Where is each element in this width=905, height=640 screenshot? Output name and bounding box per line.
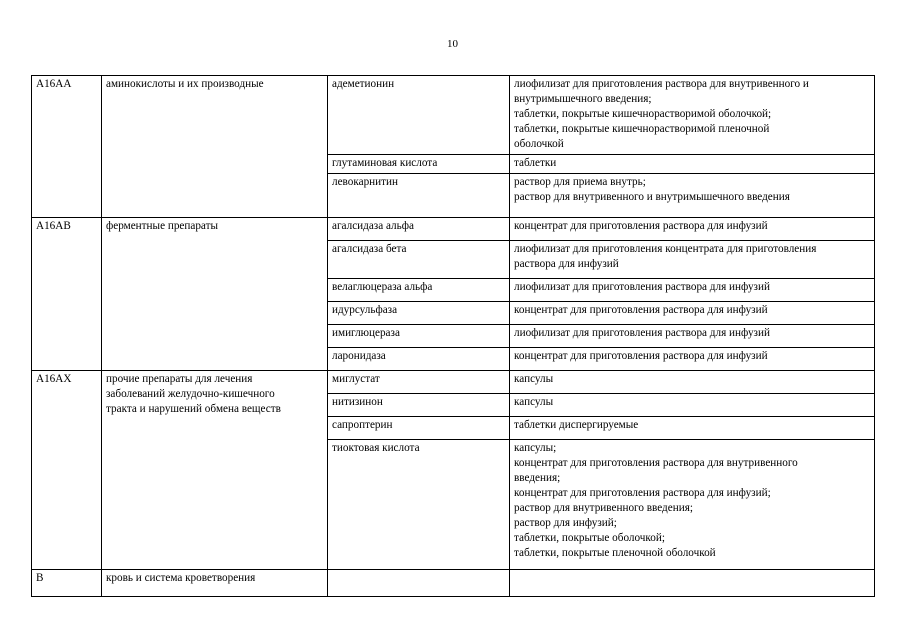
drug-name: глутаминовая кислота bbox=[328, 155, 510, 174]
group-name-line: тракта и нарушений обмена веществ bbox=[106, 403, 281, 415]
group-name bbox=[102, 371, 328, 570]
dosage-form: лиофилизат для приготовления раствора для инфузий bbox=[514, 327, 770, 339]
dosage-forms bbox=[510, 417, 875, 440]
dosage-forms bbox=[510, 218, 875, 241]
drug-name: миглустат bbox=[328, 371, 510, 394]
dosage-form: раствор для инфузий; bbox=[514, 517, 617, 529]
dosage-form: капсулы; bbox=[514, 442, 557, 454]
drug-name: ларонидаза bbox=[328, 348, 510, 371]
dosage-form: таблетки, покрытые кишечнорастворимой пленочной bbox=[514, 123, 770, 135]
group-name-line: прочие препараты для лечения bbox=[106, 373, 253, 385]
dosage-form: концентрат для приготовления раствора для инфузий bbox=[514, 304, 768, 316]
dosage-form: таблетки, покрытые кишечнорастворимой оболочкой; bbox=[514, 108, 772, 120]
group-name: кровь и система кроветворения bbox=[102, 570, 328, 597]
dosage-form: капсулы bbox=[514, 396, 554, 408]
dosage-form: раствор для внутривенного введения; bbox=[514, 502, 693, 514]
dosage-form: концентрат для приготовления раствора для инфузий; bbox=[514, 487, 771, 499]
dosage-forms bbox=[510, 76, 875, 155]
table-row bbox=[32, 371, 875, 394]
dosage-form: таблетки bbox=[514, 157, 557, 169]
dosage-form: оболочкой bbox=[514, 138, 564, 150]
atc-code: A16AB bbox=[32, 218, 102, 371]
dosage-form: раствор для внутривенного и внутримышечного введения bbox=[514, 191, 790, 203]
table-row bbox=[32, 218, 875, 241]
drug-name: имиглюцераза bbox=[328, 325, 510, 348]
dosage-form: лиофилизат для приготовления раствора для инфузий bbox=[514, 281, 770, 293]
dosage-forms bbox=[510, 348, 875, 371]
table-row bbox=[32, 570, 875, 597]
drug-name: тиоктовая кислота bbox=[328, 440, 510, 570]
dosage-forms bbox=[510, 279, 875, 302]
drug-name: нитизинон bbox=[328, 394, 510, 417]
drug-name bbox=[328, 570, 510, 597]
table-row bbox=[32, 76, 875, 155]
dosage-form: лиофилизат для приготовления раствора для внутривенного и bbox=[514, 78, 809, 90]
group-name-line: заболеваний желудочно-кишечного bbox=[106, 388, 275, 400]
dosage-forms bbox=[510, 570, 875, 597]
drug-name: адеметионин bbox=[328, 76, 510, 155]
atc-code: B bbox=[32, 570, 102, 597]
page-number: 10 bbox=[447, 38, 458, 50]
dosage-forms bbox=[510, 155, 875, 174]
dosage-forms bbox=[510, 241, 875, 279]
dosage-form: концентрат для приготовления раствора для внутривенного bbox=[514, 457, 798, 469]
dosage-form: таблетки диспергируемые bbox=[514, 419, 639, 431]
dosage-form: концентрат для приготовления раствора для инфузий bbox=[514, 220, 768, 232]
dosage-form: таблетки, покрытые оболочкой; bbox=[514, 532, 665, 544]
dosage-form: введения; bbox=[514, 472, 561, 484]
dosage-form: лиофилизат для приготовления концентрата для приготовления bbox=[514, 243, 817, 255]
dosage-form: раствор для приема внутрь; bbox=[514, 176, 646, 188]
dosage-form: концентрат для приготовления раствора для инфузий bbox=[514, 350, 768, 362]
drug-name: агалсидаза бета bbox=[328, 241, 510, 279]
dosage-form: капсулы bbox=[514, 373, 554, 385]
drug-list-table bbox=[31, 75, 875, 597]
dosage-form: раствора для инфузий bbox=[514, 258, 619, 270]
group-name: аминокислоты и их производные bbox=[102, 76, 328, 218]
drug-name: велаглюцераза альфа bbox=[328, 279, 510, 302]
atc-code: A16AA bbox=[32, 76, 102, 218]
dosage-form: таблетки, покрытые пленочной оболочкой bbox=[514, 547, 716, 559]
drug-name: сапроптерин bbox=[328, 417, 510, 440]
atc-code: A16AX bbox=[32, 371, 102, 570]
dosage-forms bbox=[510, 325, 875, 348]
dosage-forms bbox=[510, 394, 875, 417]
dosage-forms bbox=[510, 440, 875, 570]
dosage-forms bbox=[510, 302, 875, 325]
dosage-form: внутримышечного введения; bbox=[514, 93, 652, 105]
drug-name: идурсульфаза bbox=[328, 302, 510, 325]
drug-name: левокарнитин bbox=[328, 174, 510, 218]
drug-name: агалсидаза альфа bbox=[328, 218, 510, 241]
dosage-forms bbox=[510, 371, 875, 394]
group-name: ферментные препараты bbox=[102, 218, 328, 371]
dosage-forms bbox=[510, 174, 875, 218]
